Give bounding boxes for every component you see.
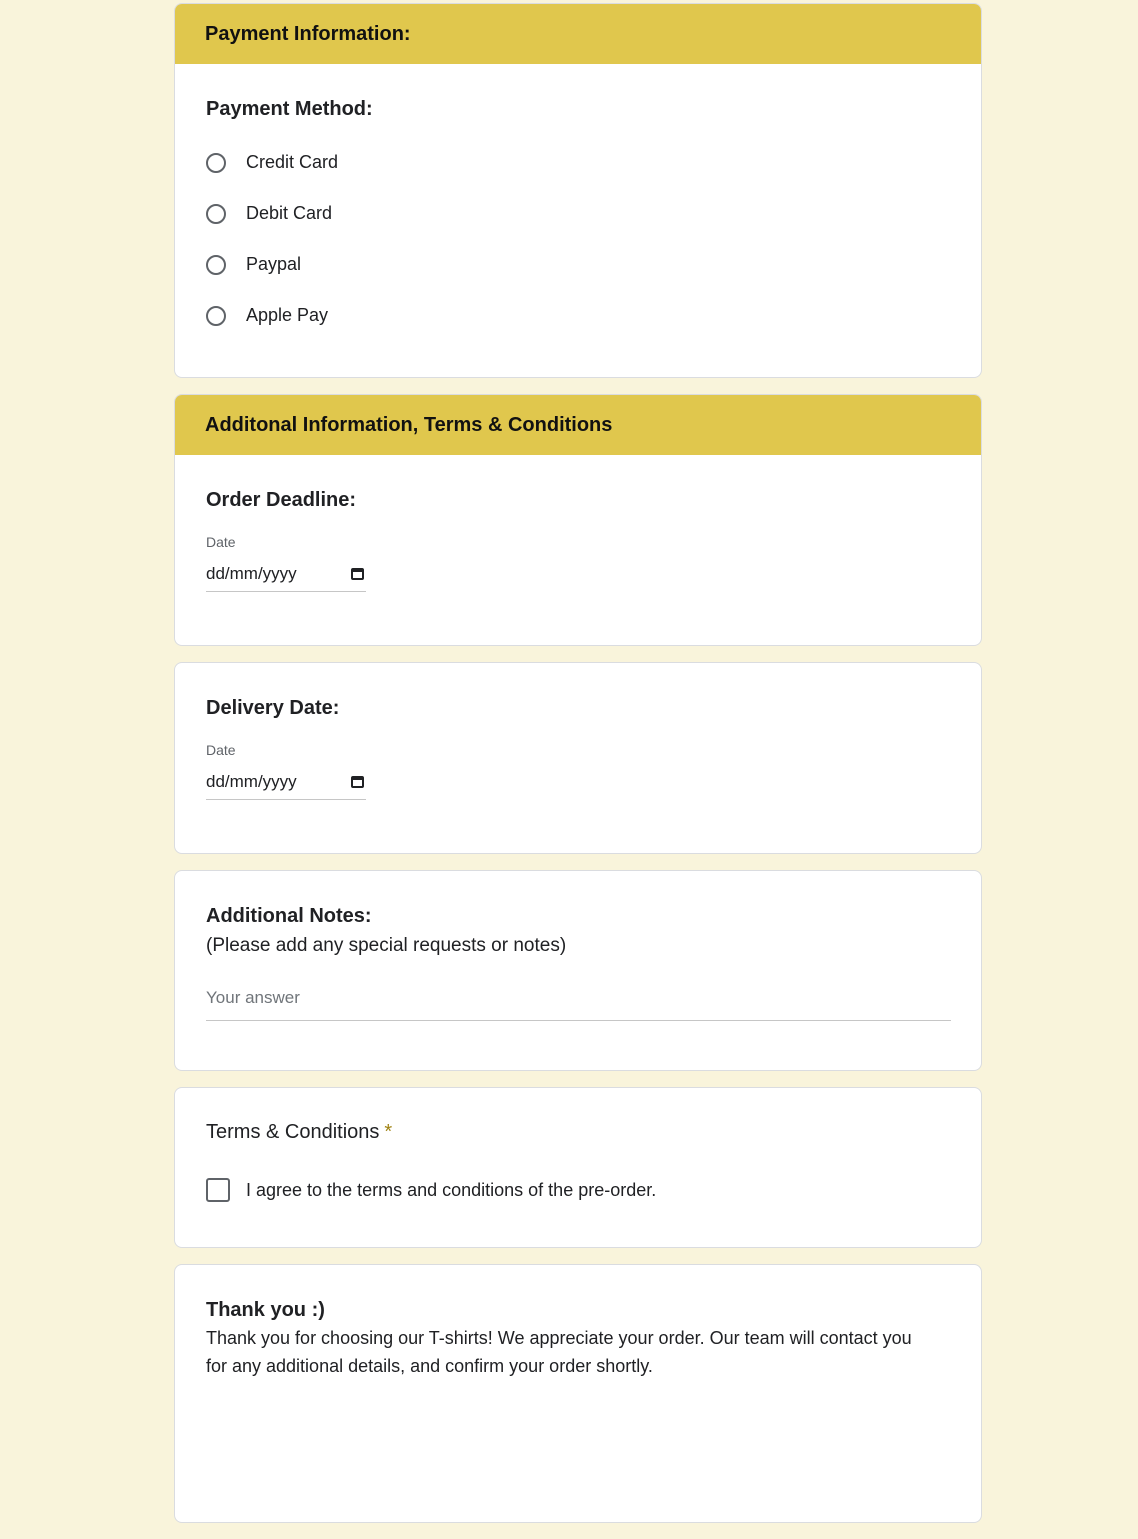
calendar-icon[interactable] [351, 776, 364, 788]
radio-label: Apple Pay [246, 305, 329, 325]
additional-section-header: Additonal Information, Terms & Conditions [175, 395, 981, 455]
radio-option-paypal[interactable] [206, 239, 950, 290]
radio-label: Credit Card [246, 152, 339, 172]
radio-button[interactable] [206, 153, 226, 173]
radio-button[interactable] [206, 255, 226, 275]
date-placeholder: dd/mm/yyyy [206, 771, 297, 791]
thank-you-title: Thank you :) [206, 1299, 325, 1321]
order-deadline-section [174, 394, 982, 646]
calendar-icon[interactable] [351, 568, 364, 580]
order-deadline-date-label: Date [206, 534, 236, 550]
additional-notes-section [174, 870, 982, 1071]
terms-checkbox-label: I agree to the terms and conditions of the pre-order. [246, 1179, 657, 1200]
radio-option-credit-card[interactable] [206, 137, 950, 188]
radio-option-apple-pay[interactable] [206, 290, 950, 341]
required-asterisk: * [384, 1121, 393, 1143]
radio-label: Paypal [246, 254, 302, 274]
date-placeholder: dd/mm/yyyy [206, 563, 297, 583]
radio-button[interactable] [206, 204, 226, 224]
order-deadline-date-input[interactable] [206, 556, 366, 592]
terms-checkbox-row[interactable] [206, 1178, 950, 1202]
additional-notes-subtitle: (Please add any special requests or notes) [206, 935, 567, 956]
payment-section [174, 3, 982, 378]
delivery-date-input[interactable] [206, 764, 366, 800]
terms-title-row [206, 1121, 950, 1144]
terms-title: Terms & Conditions [206, 1121, 380, 1143]
delivery-date-section [174, 662, 982, 854]
thank-you-text: Thank you for choosing our T-shirts! We appreciate your order. Our team will contact you for any additional details, and confirm your order shortly. [206, 1328, 912, 1376]
terms-section [174, 1087, 982, 1248]
additional-notes-input[interactable]: Your answer [206, 988, 951, 1021]
payment-method-title: Payment Method: [206, 98, 373, 120]
radio-option-debit-card[interactable] [206, 188, 950, 239]
order-deadline-title: Order Deadline: [206, 489, 357, 511]
delivery-date-label: Date [206, 742, 236, 758]
radio-button[interactable] [206, 306, 226, 326]
form-container [174, 3, 982, 1539]
additional-notes-title: Additional Notes: [206, 905, 372, 927]
delivery-date-title: Delivery Date: [206, 697, 340, 719]
thank-you-section [174, 1264, 982, 1523]
terms-checkbox[interactable] [206, 1178, 230, 1202]
payment-section-header: Payment Information: [175, 4, 981, 64]
radio-label: Debit Card [246, 203, 333, 223]
payment-method-options [206, 137, 950, 341]
